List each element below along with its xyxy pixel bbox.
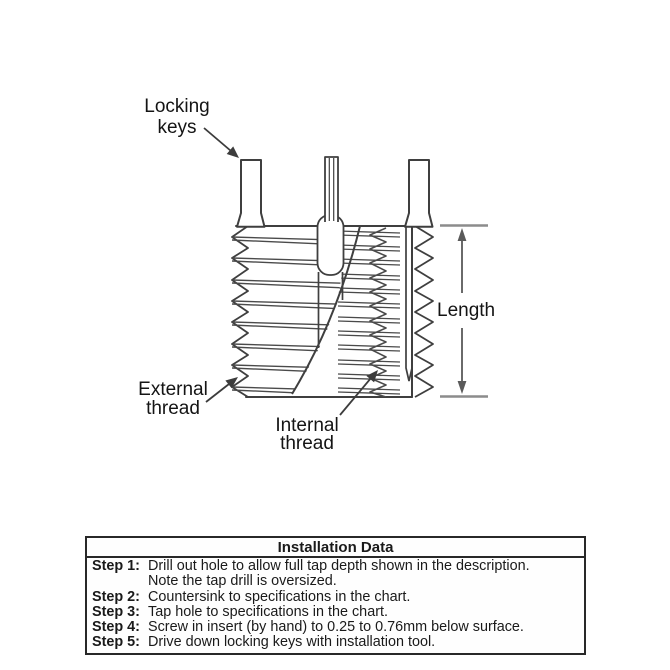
external-thread-section (232, 237, 368, 396)
step-text: Drive down locking keys with installation tool. (148, 634, 436, 651)
locking-keys-leader (204, 128, 231, 151)
installation-data-table (85, 536, 586, 655)
diagram-labels (138, 96, 495, 454)
step-text: Screw in insert (by hand) to 0.25 to 0.76mm below surface. (148, 619, 524, 636)
internal-thread-label-line2: thread (280, 433, 334, 454)
external-thread-profile-left (232, 226, 248, 397)
table-row-step-4 (92, 620, 581, 635)
external-thread-label-line1: External (138, 379, 208, 400)
external-thread-label-line2: thread (146, 398, 200, 419)
internal-thread-label-line1: Internal (275, 415, 339, 436)
length-label: Length (437, 300, 496, 321)
table-row-step-3 (92, 605, 581, 620)
step-text: Countersink to specifications in the chart. (148, 588, 411, 605)
step-label: Step 1: (92, 558, 140, 574)
table-row-step-2 (92, 590, 581, 605)
step-label: Step 4: (92, 619, 140, 636)
step-text (148, 559, 581, 590)
step-text: Tap hole to specifications in the chart. (148, 603, 388, 620)
locking-keys-label-line1: Locking (144, 96, 210, 117)
internal-thread-profile (370, 228, 386, 397)
external-thread-profile-right (415, 226, 433, 397)
step-label: Step 2: (92, 588, 140, 605)
step-label: Step 3: (92, 603, 140, 620)
internal-thread-window (338, 228, 400, 397)
table-body (87, 558, 584, 653)
dimension-arrowhead-up (458, 228, 467, 241)
locking-key-left (237, 160, 265, 227)
leader-arrows (204, 128, 378, 415)
external-thread-leader (206, 384, 229, 402)
step-label: Step 5: (92, 634, 140, 651)
table-row-step-1 (92, 559, 581, 590)
step-text-line2: Note the tap drill is oversized. (148, 573, 337, 590)
table-row-step-5 (92, 635, 581, 650)
locking-key-right (405, 160, 433, 227)
step-text-line1: Drill out hole to allow full tap depth shown in the description. (148, 558, 530, 574)
dimension-arrowhead-down (458, 381, 467, 394)
table-title: Installation Data (87, 538, 584, 558)
locking-keys-label-line2: keys (157, 117, 197, 138)
